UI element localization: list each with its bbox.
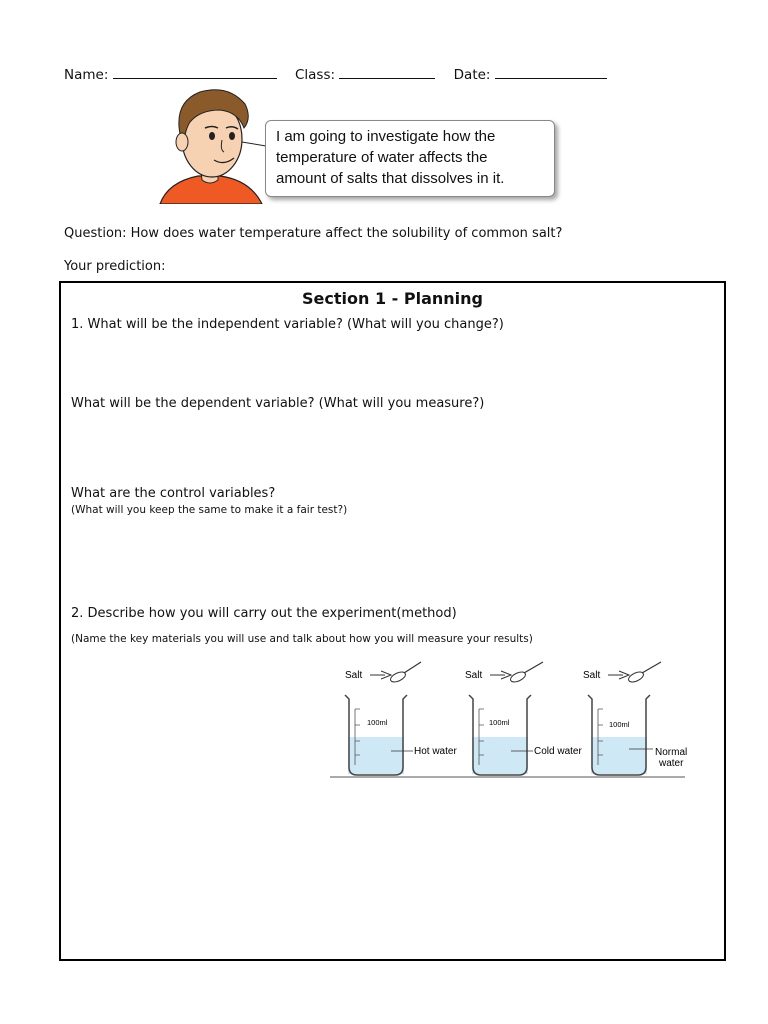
water-fill [591,737,647,774]
water-label-line-1: Normal [655,747,688,758]
beaker-normal-water [583,662,687,775]
planning-section-box[interactable] [59,281,726,961]
volume-label: 100ml [367,718,388,727]
question-control-variables: What are the control variables? [71,486,276,501]
beakers-diagram [325,655,700,785]
bubble-line-1: I am going to investigate how the [276,128,496,145]
beaker-cold-water [465,662,582,775]
date-label: Date: [453,67,491,83]
question-independent-variable: 1. What will be the independent variable? (What will you change?) [71,317,504,332]
date-field[interactable] [495,66,607,79]
beaker-hot-water [345,662,457,775]
class-field[interactable] [339,66,435,79]
name-label: Name: [64,67,109,83]
speech-bubble [265,120,555,197]
section-title: Section 1 - Planning [302,289,483,308]
boy-illustration [150,84,275,204]
water-label-line-2: water [659,758,684,769]
salt-label: Salt [465,670,483,681]
name-field[interactable] [113,66,277,79]
water-label: Hot water [414,746,457,757]
water-label: Cold water [534,746,582,757]
water-fill [348,737,404,774]
control-variables-hint: (What will you keep the same to make it a fair test?) [71,504,348,516]
prediction-label: Your prediction: [64,259,166,274]
class-label: Class: [294,67,336,83]
salt-label: Salt [345,670,363,681]
method-hint: (Name the key materials you will use and talk about how you will measure your results) [71,633,533,645]
question-text: Question: How does water temperature affect the solubility of common salt? [64,226,563,241]
water-fill [472,737,528,774]
volume-label: 100ml [609,720,630,729]
bubble-line-3: amount of salts that dissolves in it. [276,170,505,187]
student-info-line [64,66,621,83]
salt-label: Salt [583,670,601,681]
volume-label: 100ml [489,718,510,727]
bubble-line-2: temperature of water affects the [276,149,488,166]
question-method: 2. Describe how you will carry out the experiment(method) [71,606,457,621]
question-dependent-variable: What will be the dependent variable? (What will you measure?) [71,396,485,411]
